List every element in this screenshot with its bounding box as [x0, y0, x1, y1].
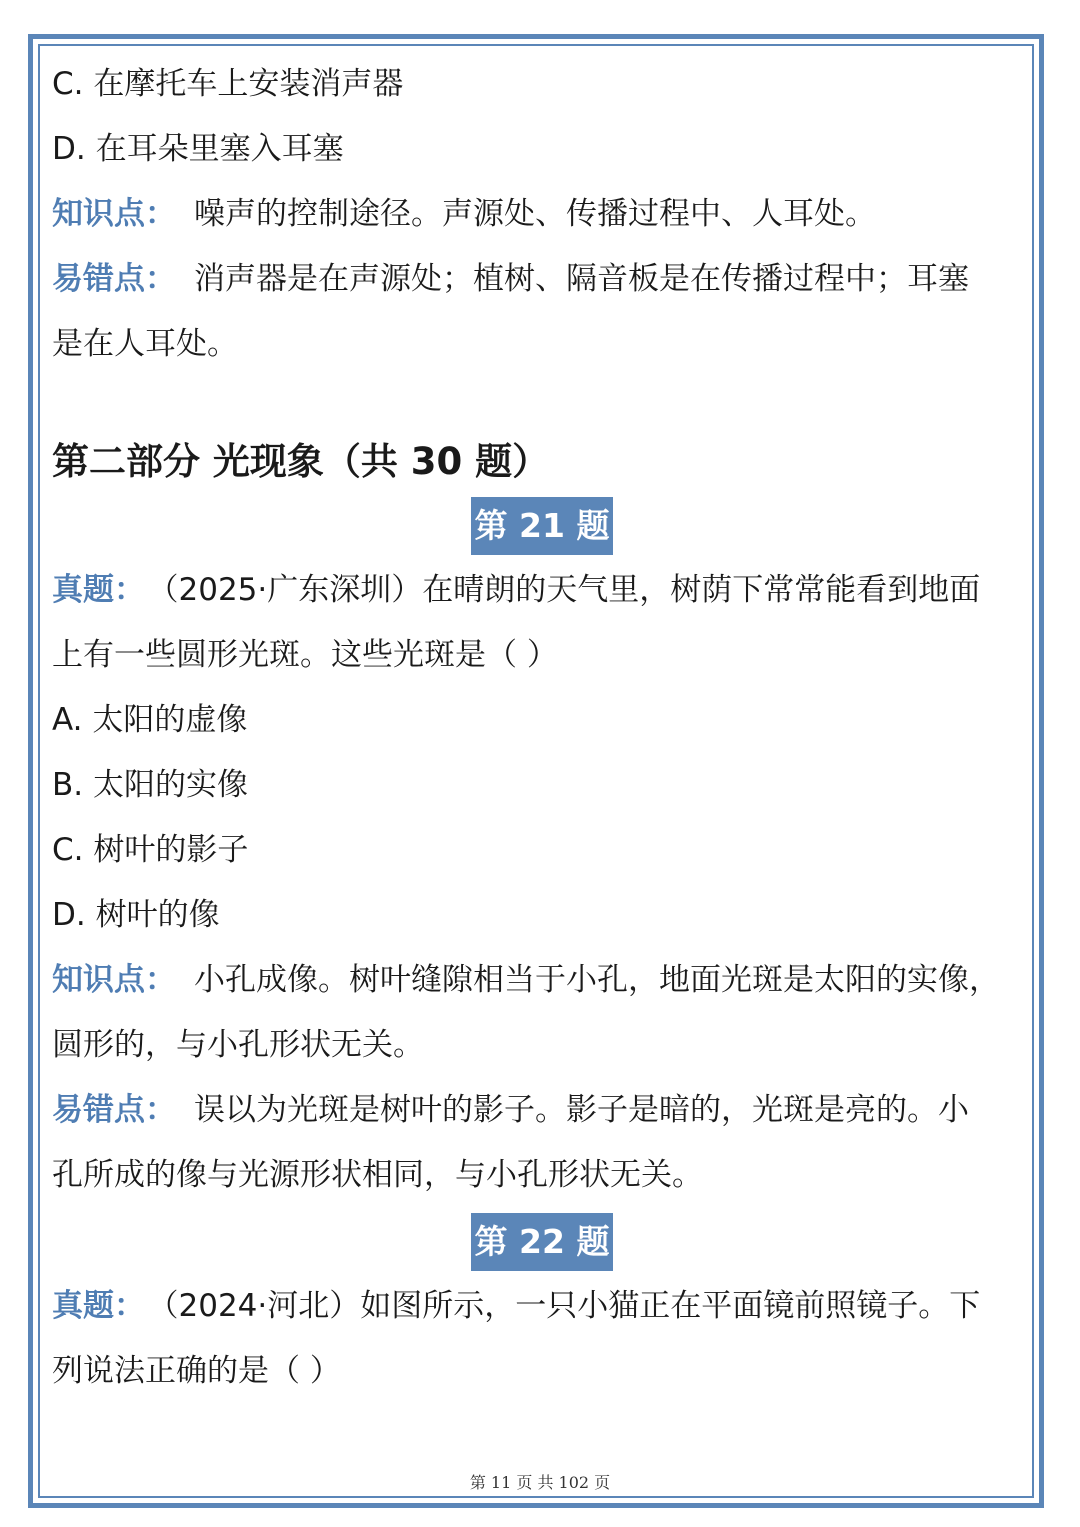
- q21-option-b: B. 太阳的实像: [52, 767, 248, 803]
- q21-option-c: C. 树叶的影子: [52, 832, 249, 868]
- q21-badge: 第 21 题: [471, 497, 614, 555]
- q20-knowledge-point: [52, 182, 1032, 247]
- mistake-text: 消声器是在声源处；植树、隔音板是在传播过程中；耳塞: [194, 261, 969, 297]
- q20-option-c: C. 在摩托车上安装消声器: [52, 66, 404, 102]
- q22-real-question: [52, 1274, 1032, 1339]
- q21-real-question: [52, 558, 1032, 623]
- q20-mistake-point-cont: 是在人耳处。: [52, 326, 238, 362]
- q20-option-d: D. 在耳朵里塞入耳塞: [52, 131, 344, 167]
- real-text: （2024·河北）如图所示，一只小猫正在平面镜前照镜子。下: [163, 1288, 981, 1324]
- mistake-label: 易错点：: [52, 261, 176, 297]
- knowledge-label: 知识点：: [52, 196, 176, 232]
- q21-knowledge-point: [52, 948, 1032, 1013]
- knowledge-text: 噪声的控制途径。声源处、传播过程中、人耳处。: [194, 196, 876, 232]
- section-title: 第二部分 光现象（共 30 题）: [52, 440, 550, 483]
- q21-badge-row: [52, 492, 1032, 558]
- page-footer: 第 11 页 共 102 页: [469, 1473, 611, 1492]
- q21-real-question-cont: 上有一些圆形光斑。这些光斑是（ ）: [52, 637, 558, 673]
- real-text: （2025·广东深圳）在晴朗的天气里，树荫下常常能看到地面: [163, 572, 981, 608]
- q21-mistake-point-cont: 孔所成的像与光源形状相同，与小孔形状无关。: [52, 1157, 703, 1193]
- real-label: 真题：: [52, 572, 145, 608]
- q21-option-d: D. 树叶的像: [52, 897, 220, 933]
- q22-real-question-cont: 列说法正确的是（ ）: [52, 1353, 341, 1389]
- q22-badge: 第 22 题: [471, 1213, 614, 1271]
- q22-badge-row: [52, 1208, 1032, 1274]
- knowledge-label: 知识点：: [52, 962, 176, 998]
- knowledge-text: 小孔成像。树叶缝隙相当于小孔，地面光斑是太阳的实像，: [194, 962, 1000, 998]
- q21-mistake-point: [52, 1078, 1032, 1143]
- q20-mistake-point: [52, 247, 1032, 312]
- mistake-label: 易错点：: [52, 1092, 176, 1128]
- page-content: [52, 52, 1032, 1404]
- mistake-text: 误以为光斑是树叶的影子。影子是暗的，光斑是亮的。小: [194, 1092, 969, 1128]
- q21-knowledge-point-cont: 圆形的，与小孔形状无关。: [52, 1027, 424, 1063]
- q21-option-a: A. 太阳的虚像: [52, 702, 248, 738]
- real-label: 真题：: [52, 1288, 145, 1324]
